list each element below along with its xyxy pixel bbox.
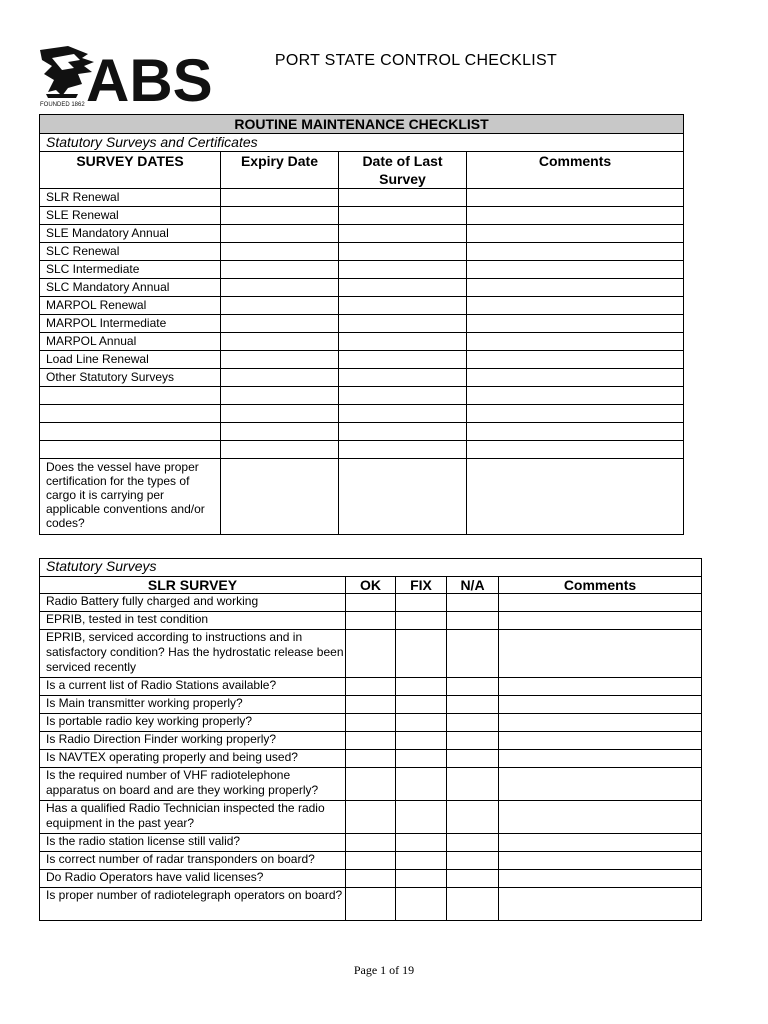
expiry-date-cell[interactable] bbox=[221, 441, 339, 459]
survey-label: MARPOL Annual bbox=[40, 333, 221, 351]
fix-cell[interactable] bbox=[396, 612, 447, 630]
column-header: FIX bbox=[396, 577, 447, 594]
abs-logo-letters: ABS bbox=[86, 47, 213, 108]
survey-question: EPRIB, tested in test condition bbox=[40, 612, 346, 630]
comments-cell[interactable] bbox=[499, 678, 702, 696]
table-row bbox=[40, 714, 702, 732]
survey-question: Radio Battery fully charged and working bbox=[40, 594, 346, 612]
na-cell[interactable] bbox=[447, 768, 499, 801]
comments-cell[interactable] bbox=[499, 750, 702, 768]
survey-label bbox=[40, 387, 221, 405]
table-row bbox=[40, 852, 702, 870]
fix-cell[interactable] bbox=[396, 594, 447, 612]
expiry-date-cell[interactable] bbox=[221, 297, 339, 315]
na-cell[interactable] bbox=[447, 834, 499, 852]
section-title: Statutory Surveys and Certificates bbox=[40, 134, 684, 152]
comments-cell[interactable] bbox=[499, 732, 702, 750]
expiry-date-cell[interactable] bbox=[221, 333, 339, 351]
expiry-date-cell[interactable] bbox=[221, 369, 339, 387]
ok-cell[interactable] bbox=[346, 768, 396, 801]
survey-label bbox=[40, 441, 221, 459]
survey-label: SLC Mandatory Annual bbox=[40, 279, 221, 297]
survey-label: SLC Renewal bbox=[40, 243, 221, 261]
comments-cell[interactable] bbox=[499, 801, 702, 834]
table-row bbox=[40, 225, 684, 243]
survey-question: EPRIB, serviced according to instructions and in satisfactory condition? Has the hydrostatic release been serviced recently bbox=[40, 630, 346, 678]
comments-cell[interactable] bbox=[467, 441, 684, 459]
comments-cell[interactable] bbox=[467, 315, 684, 333]
na-cell[interactable] bbox=[447, 678, 499, 696]
table-row bbox=[40, 768, 702, 801]
table-row bbox=[40, 750, 702, 768]
cargo-certification-question: Does the vessel have proper certification for the types of cargo it is carrying per applicable conventions and/or codes? bbox=[40, 459, 221, 535]
column-header: Comments bbox=[499, 577, 702, 594]
fix-cell[interactable] bbox=[396, 888, 447, 921]
last-survey-cell[interactable] bbox=[339, 243, 467, 261]
table-row bbox=[40, 870, 702, 888]
comments-cell[interactable] bbox=[467, 333, 684, 351]
ok-cell[interactable] bbox=[346, 594, 396, 612]
na-cell[interactable] bbox=[447, 714, 499, 732]
last-survey-cell[interactable] bbox=[339, 189, 467, 207]
comments-cell[interactable] bbox=[467, 207, 684, 225]
expiry-date-cell[interactable] bbox=[221, 423, 339, 441]
last-survey-cell[interactable] bbox=[339, 387, 467, 405]
last-survey-cell[interactable] bbox=[339, 315, 467, 333]
table-row bbox=[40, 696, 702, 714]
table-row bbox=[40, 732, 702, 750]
comments-cell[interactable] bbox=[499, 768, 702, 801]
expiry-date-cell[interactable] bbox=[221, 261, 339, 279]
table-row bbox=[40, 243, 684, 261]
fix-cell[interactable] bbox=[396, 852, 447, 870]
comments-cell[interactable] bbox=[467, 279, 684, 297]
comments-cell[interactable] bbox=[499, 852, 702, 870]
column-header: Date of Last Survey bbox=[339, 152, 467, 189]
comments-cell[interactable] bbox=[499, 696, 702, 714]
na-cell[interactable] bbox=[447, 732, 499, 750]
survey-question: Is portable radio key working properly? bbox=[40, 714, 346, 732]
ok-cell[interactable] bbox=[346, 612, 396, 630]
survey-question: Has a qualified Radio Technician inspected the radio equipment in the past year? bbox=[40, 801, 346, 834]
last-survey-cell[interactable] bbox=[339, 423, 467, 441]
comments-cell[interactable] bbox=[499, 714, 702, 732]
table-row bbox=[40, 279, 684, 297]
table-row bbox=[40, 405, 684, 423]
last-survey-cell[interactable] bbox=[339, 207, 467, 225]
last-survey-cell[interactable] bbox=[339, 369, 467, 387]
comments-cell[interactable] bbox=[467, 405, 684, 423]
comments-cell[interactable] bbox=[467, 243, 684, 261]
column-header: Expiry Date bbox=[221, 152, 339, 189]
comments-cell[interactable] bbox=[467, 369, 684, 387]
na-cell[interactable] bbox=[447, 852, 499, 870]
column-header: N/A bbox=[447, 577, 499, 594]
survey-label: Load Line Renewal bbox=[40, 351, 221, 369]
survey-label: SLE Mandatory Annual bbox=[40, 225, 221, 243]
ok-cell[interactable] bbox=[346, 696, 396, 714]
ok-cell[interactable] bbox=[346, 732, 396, 750]
table-row bbox=[40, 387, 684, 405]
last-survey-cell[interactable] bbox=[339, 279, 467, 297]
comments-cell[interactable] bbox=[499, 834, 702, 852]
table-row bbox=[40, 369, 684, 387]
founded-label: FOUNDED 1862 bbox=[40, 102, 85, 108]
last-survey-cell[interactable] bbox=[339, 351, 467, 369]
expiry-date-cell[interactable] bbox=[221, 315, 339, 333]
routine-maintenance-table bbox=[39, 114, 684, 535]
last-survey-cell[interactable] bbox=[339, 333, 467, 351]
survey-question: Is a current list of Radio Stations available? bbox=[40, 678, 346, 696]
comments-cell[interactable] bbox=[499, 888, 702, 921]
survey-label: SLR Renewal bbox=[40, 189, 221, 207]
column-header: SURVEY DATES bbox=[40, 152, 221, 189]
table-row bbox=[40, 888, 702, 921]
comments-cell[interactable] bbox=[467, 225, 684, 243]
ok-cell[interactable] bbox=[346, 714, 396, 732]
table-row bbox=[40, 261, 684, 279]
table-row bbox=[40, 612, 702, 630]
survey-question: Is NAVTEX operating properly and being used? bbox=[40, 750, 346, 768]
na-cell[interactable] bbox=[447, 696, 499, 714]
expiry-date-cell[interactable] bbox=[221, 279, 339, 297]
na-cell[interactable] bbox=[447, 801, 499, 834]
na-cell[interactable] bbox=[447, 612, 499, 630]
fix-cell[interactable] bbox=[396, 834, 447, 852]
survey-label: MARPOL Renewal bbox=[40, 297, 221, 315]
last-survey-cell[interactable] bbox=[339, 225, 467, 243]
column-header: OK bbox=[346, 577, 396, 594]
fix-cell[interactable] bbox=[396, 696, 447, 714]
fix-cell[interactable] bbox=[396, 801, 447, 834]
ok-cell[interactable] bbox=[346, 801, 396, 834]
survey-question: Is correct number of radar transponders on board? bbox=[40, 852, 346, 870]
survey-question: Is the required number of VHF radiotelephone apparatus on board and are they working properly? bbox=[40, 768, 346, 801]
fix-cell[interactable] bbox=[396, 750, 447, 768]
table-row bbox=[40, 834, 702, 852]
last-survey-cell[interactable] bbox=[339, 297, 467, 315]
page-title: PORT STATE CONTROL CHECKLIST bbox=[274, 52, 558, 69]
last-survey-cell[interactable] bbox=[339, 459, 467, 535]
na-cell[interactable] bbox=[447, 630, 499, 678]
survey-question: Is Radio Direction Finder working properly? bbox=[40, 732, 346, 750]
table-row bbox=[40, 207, 684, 225]
survey-question: Do Radio Operators have valid licenses? bbox=[40, 870, 346, 888]
comments-cell[interactable] bbox=[467, 387, 684, 405]
table-row bbox=[40, 801, 702, 834]
na-cell[interactable] bbox=[447, 888, 499, 921]
comments-cell[interactable] bbox=[499, 870, 702, 888]
survey-label: MARPOL Intermediate bbox=[40, 315, 221, 333]
comments-cell[interactable] bbox=[467, 261, 684, 279]
table-row bbox=[40, 333, 684, 351]
slr-survey-table bbox=[39, 558, 702, 921]
fix-cell[interactable] bbox=[396, 630, 447, 678]
comments-cell[interactable] bbox=[499, 630, 702, 678]
comments-cell[interactable] bbox=[499, 594, 702, 612]
fix-cell[interactable] bbox=[396, 732, 447, 750]
last-survey-cell[interactable] bbox=[339, 441, 467, 459]
survey-label: SLE Renewal bbox=[40, 207, 221, 225]
survey-label: SLC Intermediate bbox=[40, 261, 221, 279]
fix-cell[interactable] bbox=[396, 678, 447, 696]
expiry-date-cell[interactable] bbox=[221, 387, 339, 405]
expiry-date-cell[interactable] bbox=[221, 459, 339, 535]
table-banner: ROUTINE MAINTENANCE CHECKLIST bbox=[40, 115, 684, 134]
abs-logo bbox=[38, 44, 216, 108]
last-survey-cell[interactable] bbox=[339, 261, 467, 279]
comments-cell[interactable] bbox=[467, 351, 684, 369]
ok-cell[interactable] bbox=[346, 870, 396, 888]
survey-question: Is proper number of radiotelegraph operators on board? bbox=[40, 888, 346, 921]
page-number: Page 1 of 19 bbox=[353, 963, 415, 977]
ok-cell[interactable] bbox=[346, 888, 396, 921]
table-row bbox=[40, 441, 684, 459]
ok-cell[interactable] bbox=[346, 750, 396, 768]
ok-cell[interactable] bbox=[346, 834, 396, 852]
expiry-date-cell[interactable] bbox=[221, 405, 339, 423]
comments-cell[interactable] bbox=[467, 459, 684, 535]
table-row bbox=[40, 594, 702, 612]
na-cell[interactable] bbox=[447, 594, 499, 612]
survey-question: Is the radio station license still valid? bbox=[40, 834, 346, 852]
table-row bbox=[40, 423, 684, 441]
fix-cell[interactable] bbox=[396, 870, 447, 888]
last-survey-cell[interactable] bbox=[339, 405, 467, 423]
ok-cell[interactable] bbox=[346, 678, 396, 696]
table-row bbox=[40, 678, 702, 696]
survey-label bbox=[40, 423, 221, 441]
survey-label bbox=[40, 405, 221, 423]
column-header: SLR SURVEY bbox=[40, 577, 346, 594]
table-row bbox=[40, 315, 684, 333]
table-row bbox=[40, 630, 702, 678]
expiry-date-cell[interactable] bbox=[221, 189, 339, 207]
expiry-date-cell[interactable] bbox=[221, 207, 339, 225]
expiry-date-cell[interactable] bbox=[221, 351, 339, 369]
comments-cell[interactable] bbox=[467, 297, 684, 315]
ok-cell[interactable] bbox=[346, 630, 396, 678]
survey-question: Is Main transmitter working properly? bbox=[40, 696, 346, 714]
na-cell[interactable] bbox=[447, 870, 499, 888]
fix-cell[interactable] bbox=[396, 768, 447, 801]
expiry-date-cell[interactable] bbox=[221, 243, 339, 261]
expiry-date-cell[interactable] bbox=[221, 225, 339, 243]
na-cell[interactable] bbox=[447, 750, 499, 768]
comments-cell[interactable] bbox=[467, 423, 684, 441]
ok-cell[interactable] bbox=[346, 852, 396, 870]
fix-cell[interactable] bbox=[396, 714, 447, 732]
table-row bbox=[40, 189, 684, 207]
comments-cell[interactable] bbox=[467, 189, 684, 207]
survey-label: Other Statutory Surveys bbox=[40, 369, 221, 387]
table-row bbox=[40, 297, 684, 315]
section-title: Statutory Surveys bbox=[40, 559, 702, 577]
column-header: Comments bbox=[467, 152, 684, 189]
comments-cell[interactable] bbox=[499, 612, 702, 630]
table-row bbox=[40, 351, 684, 369]
